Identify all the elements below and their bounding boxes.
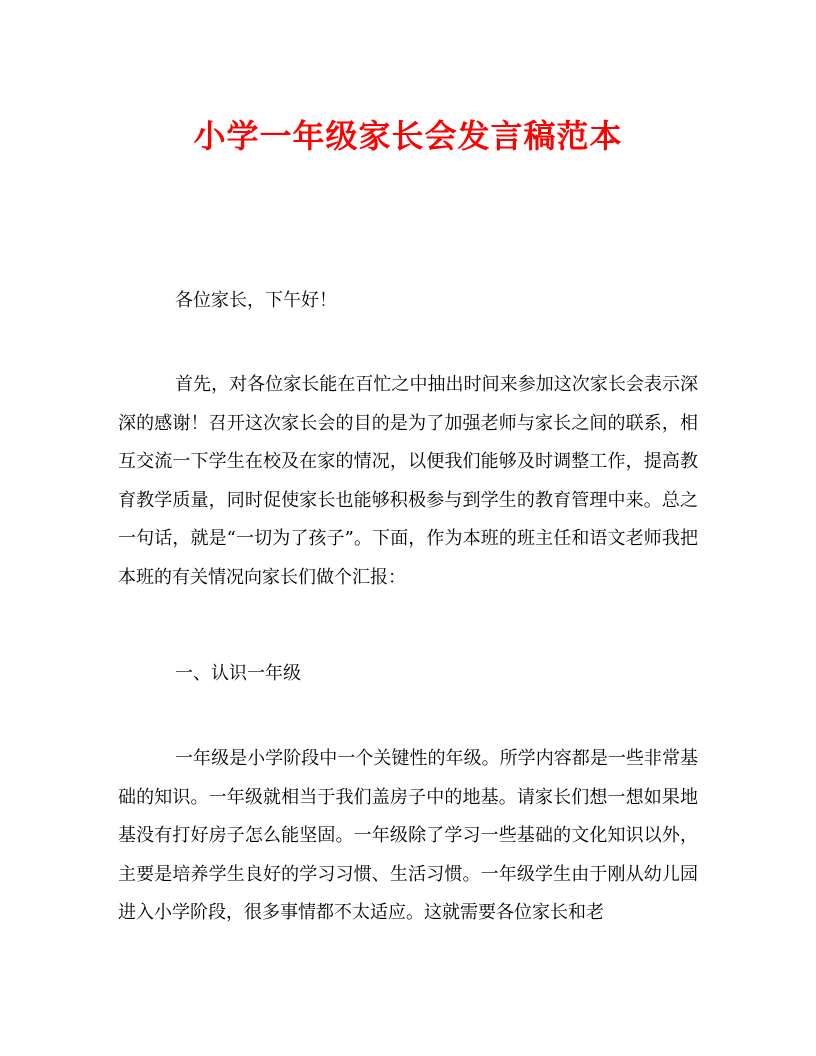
document-title: 小学一年级家长会发言稿范本 — [193, 117, 623, 155]
section-paragraph: 一年级是小学阶段中一个关键性的年级。所学内容都是一些非常基础的知识。一年级就相当于我们盖房子中的地基。请家长们想一想如果地基没有打好房子怎么能坚固。一年级除了学习一些基础的文化知识以外，主要是培养学生良好的学习习惯、生活习惯。一年级学生由于刚从幼儿园进入小学阶段，很多事情都不太适应。这就需要各位家长和老 — [118, 748, 698, 923]
section-heading: 一、认识一年级 — [175, 663, 301, 684]
intro-paragraph: 首先，对各位家长能在百忙之中抽出时间来参加这次家长会表示深深的感谢！召开这次家长会的目的是为了加强老师与家长之间的联系，相互交流一下学生在校及在家的情况，以便我们能够及时调整工作，提高教育教学质量，同时促使家长也能够积极参与到学生的教育管理中来。总之一句话，就是“一切为了孩子”。下面，作为本班的班主任和语文老师我把本班的有关情况向家长们做个汇报： — [118, 374, 698, 588]
greeting-paragraph: 各位家长，下午好！ — [175, 290, 337, 311]
